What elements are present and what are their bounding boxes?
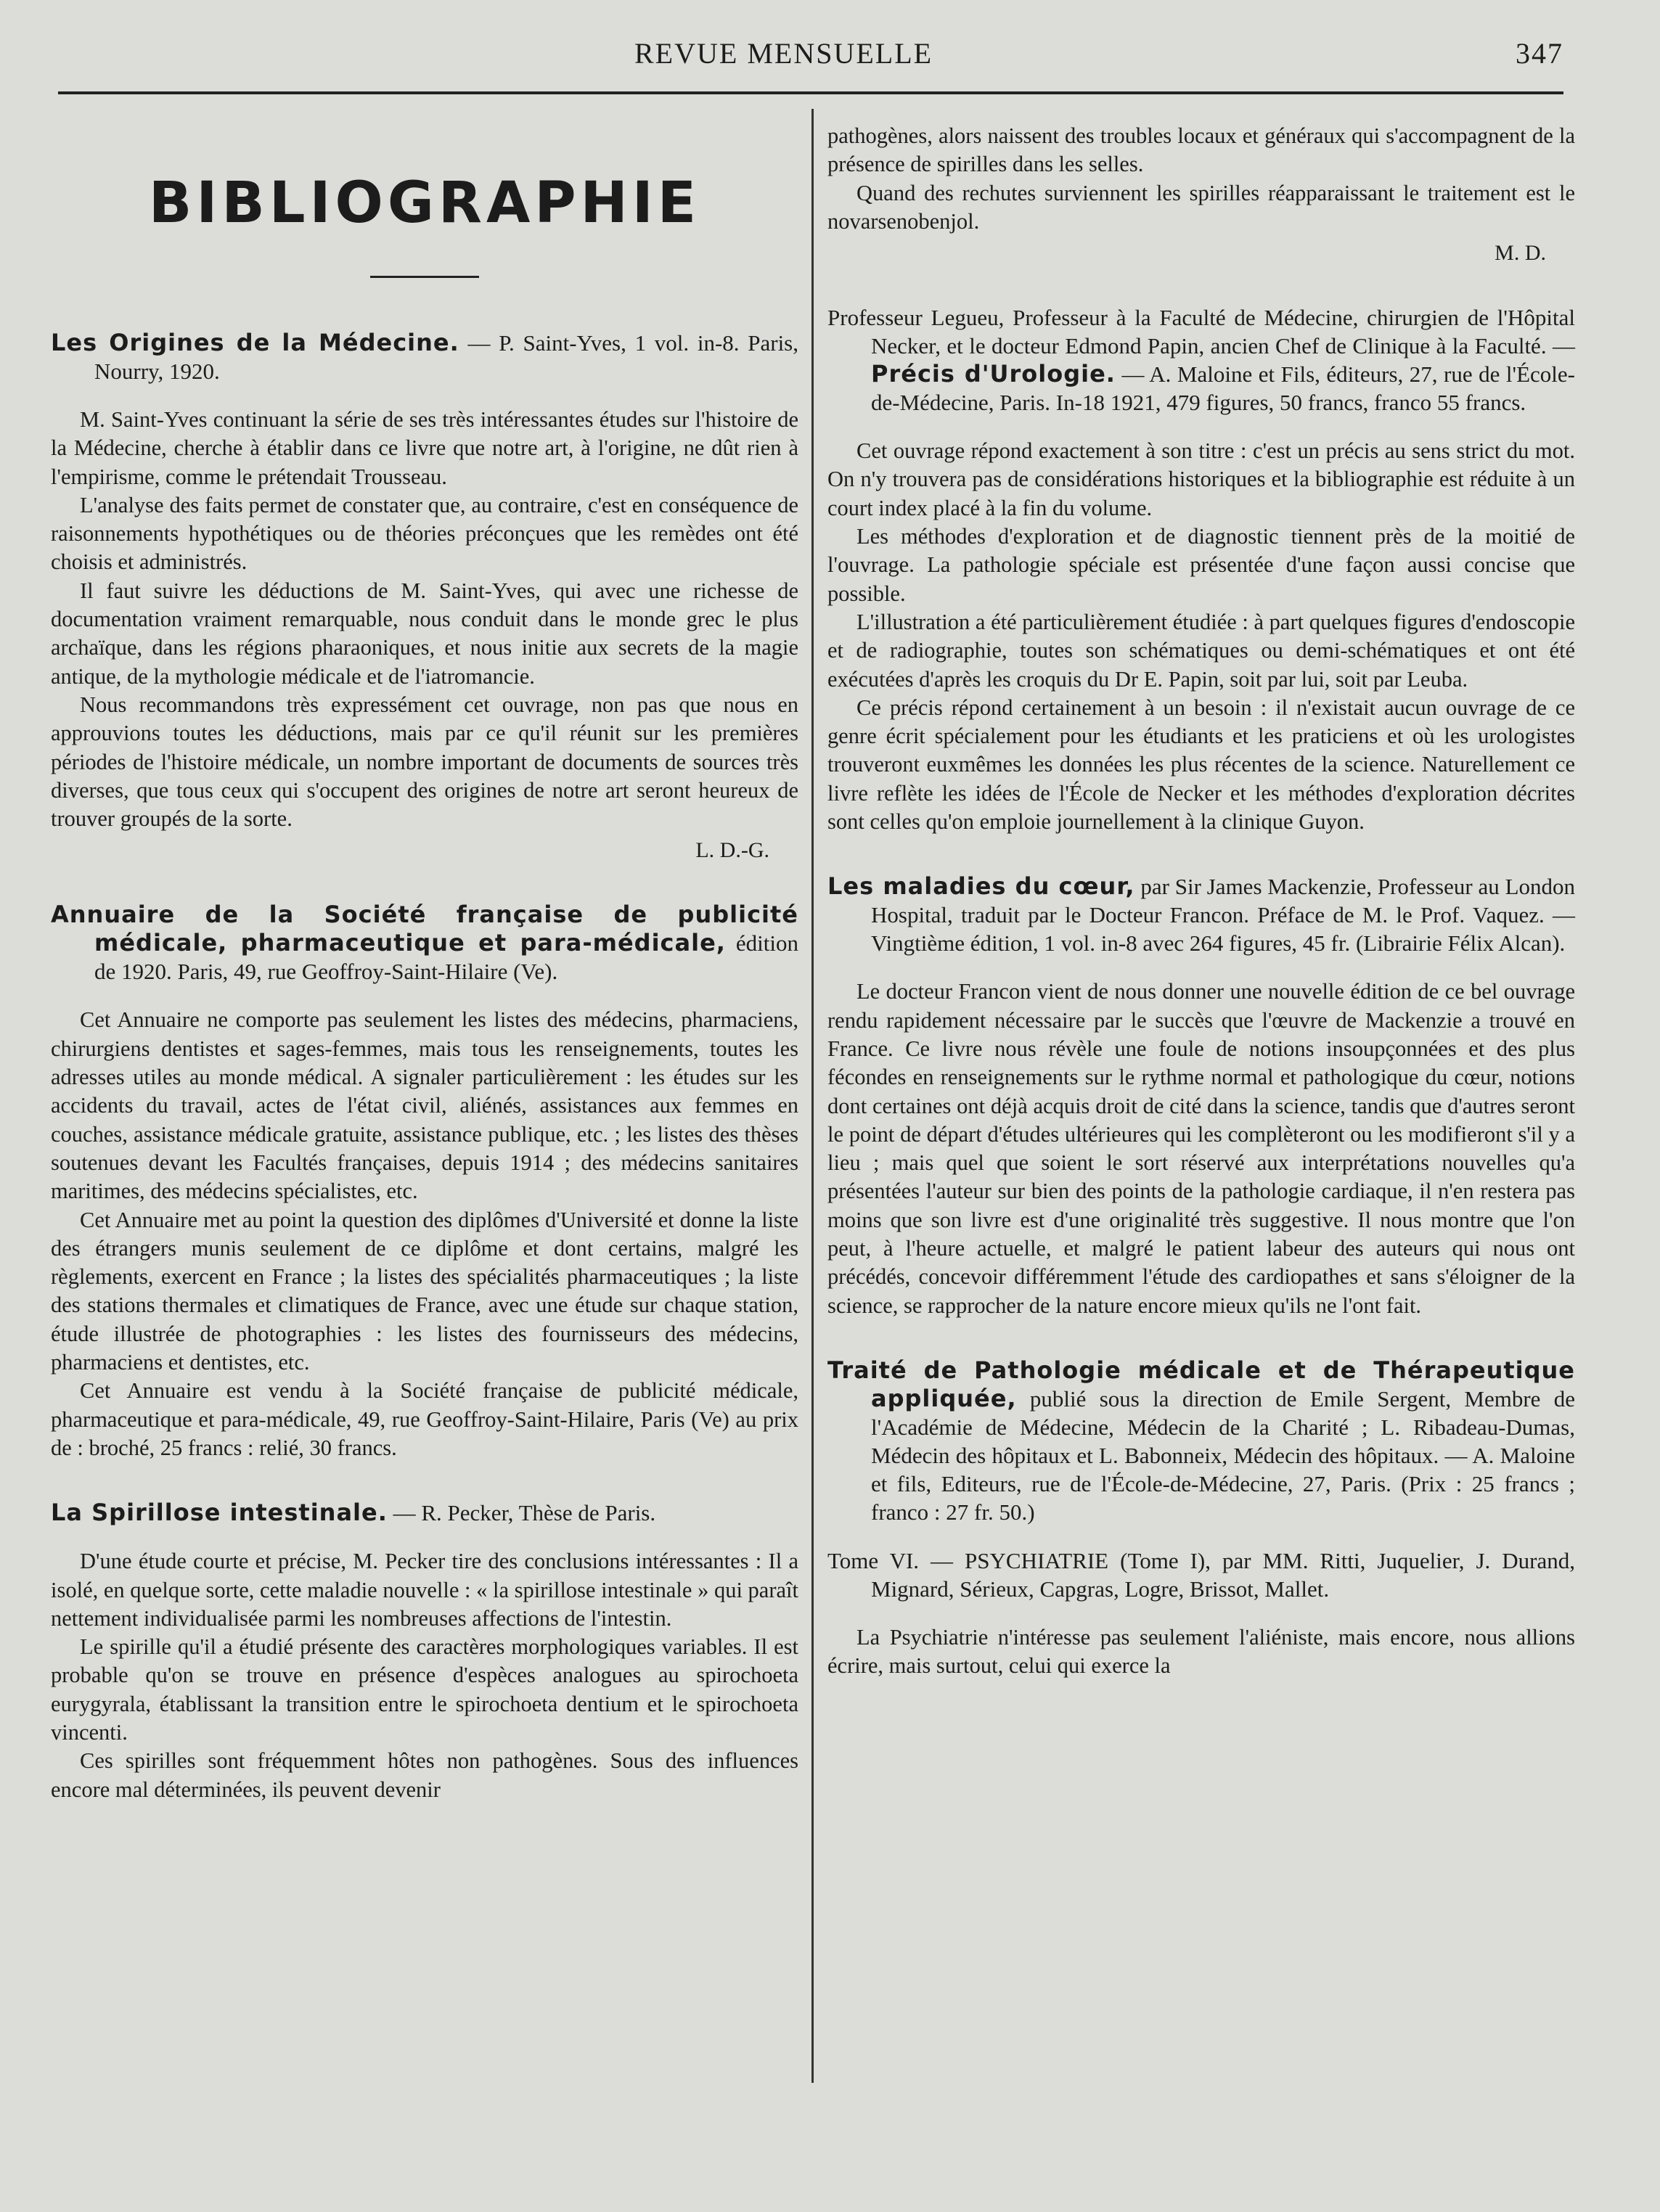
review-spirillose	[51, 1499, 798, 1804]
paragraph: M. Saint-Yves continuant la série de ses très intéressantes études sur l'histoire de la Médecine, cherche à établir dans ce livre que notre art, à l'origine, ne dût rien à l'empirisme, comme le prétendait Trousseau.	[51, 407, 798, 489]
right-column	[827, 122, 1575, 1717]
book-authors: Professeur Legueu, Professeur à la Faculté de Médecine, chirurgien de l'Hôpital Necker, et le docteur Edmond Papin, ancien Chef de Clinique à la Faculté. —	[827, 305, 1575, 359]
running-header	[61, 36, 1563, 80]
column-divider	[811, 109, 814, 2083]
paragraph: Cet Annuaire met au point la question des diplômes d'Université et donne la liste des étrangers munis seulement de ce diplôme et dont certains, malgré les règlements, exercent en France ; la listes des spécialités pharmaceutiques ; la liste des stations thermales et climatiques de France, avec une étude sur chaque station, étude illustrée de photographies : les listes des fournisseurs des médecins, pharmaciens et dentistes, etc.	[51, 1207, 798, 1375]
book-meta: édition de 1920. Paris, 49, rue Geoffroy-Saint-Hilaire (Ve).	[94, 930, 798, 985]
paragraph: pathogènes, alors naissent des troubles locaux et généraux qui s'accompagnent de la présence de spirilles dans les selles.	[827, 123, 1575, 177]
book-meta: — A. Maloine et Fils, éditeurs, 27, rue de l'École-de-Médecine, Paris. In-18 1921, 479 figures, 50 francs, franco 55 francs.	[871, 361, 1576, 416]
entry-heading	[827, 872, 1575, 957]
book-title: La Spirillose intestinale.	[51, 1499, 388, 1527]
book-title: Traité de Pathologie médicale et de Thérapeutique appliquée,	[827, 1356, 1575, 1412]
paragraph: Quand des rechutes surviennent les spirilles réapparaissant le traitement est le novarsenobenjol.	[827, 180, 1575, 234]
paragraph: L'illustration a été particulièrement étudiée : à part quelques figures d'endoscopie et de radiographie, toutes son schématiques ou demi-schématiques et ont été exécutées d'après les croquis du Dr E. Papin, soit par lui, soit par Leuba.	[827, 609, 1576, 692]
entry-heading	[827, 303, 1575, 417]
paragraph: Il faut suivre les déductions de M. Saint-Yves, qui avec une richesse de documentation vraiment remarquable, nous conduit dans le monde grec le plus archaïque, dans les régions pharaoniques, et nous initie aux secrets de la magie antique, de la mythologie médicale et de l'iatromancie.	[51, 578, 798, 689]
paragraph: Nous recommandons très expressément cet ouvrage, non pas que nous en approuvions toutes les déductions, mais par ce qu'il réunit sur les premières périodes de l'histoire médicale, un nombre important de documents de sources très diverses, que tous ceux qui s'occupent des origines de notre art seront heureux de trouver groupés de la sorte.	[51, 692, 798, 832]
book-meta: — P. Saint-Yves, 1 vol. in-8. Paris, Nourry, 1920.	[94, 330, 798, 384]
paragraph: D'une étude courte et précise, M. Pecker tire des conclusions intéressantes : Il a isolé, en quelque sorte, cette maladie nouvelle : « la spirillose intestinale » qui paraît nettement individualisée parmi les nombreuses affections de l'intestin.	[51, 1549, 798, 1631]
reviewer-signature: L. D.-G.	[695, 838, 769, 863]
volume-subnote: Tome VI. — PSYCHIATRIE (Tome I), par MM. Ritti, Juquelier, J. Durand, Mignard, Sérieux, Capgras, Logre, Brissot, Mallet.	[827, 1547, 1575, 1602]
paragraph: Cet Annuaire est vendu à la Société française de publicité médicale, pharmaceutique et para-médicale, 49, rue Geoffroy-Saint-Hilaire, Paris (Ve) au prix de : broché, 25 francs : relié, 30 francs.	[51, 1378, 798, 1460]
entry-heading	[51, 1499, 798, 1527]
journal-title: REVUE MENSUELLE	[634, 37, 933, 70]
paragraph: Les méthodes d'exploration et de diagnostic tiennent près de la moitié de l'ouvrage. La pathologie spéciale est présentée d'une façon aussi concise que possible.	[827, 524, 1575, 606]
review-annuaire	[51, 901, 798, 1462]
review-traite-pathologie	[827, 1356, 1575, 1681]
volume-note	[827, 1547, 1575, 1603]
book-title: Les maladies du cœur,	[827, 872, 1135, 901]
header-rule	[58, 91, 1563, 94]
book-meta: par Sir James Mackenzie, Professeur au London Hospital, traduit par le Docteur Francon. Préface de M. le Prof. Vaquez. — Vingtième édition, 1 vol. in-8 avec 264 figures, 45 fr. (Librairie Félix Alcan).	[871, 874, 1576, 957]
reviewer-signature: M. D.	[1495, 241, 1546, 266]
paragraph: Ces spirilles sont fréquemment hôtes non pathogènes. Sous des influences encore mal déterminées, ils peuvent devenir	[51, 1748, 798, 1802]
paragraph: Le spirille qu'il a étudié présente des caractères morphologiques variables. Il est probable qu'on se trouve en présence d'espèces analogues au spirochoeta eurygyrala, établissant la transition entre le spirochoeta dentium et le spirochoeta vincenti.	[51, 1634, 798, 1745]
paragraph: Cet ouvrage répond exactement à son titre : c'est un précis au sens strict du mot. On n'y trouvera pas de considérations historiques et la bibliographie est réduite à un court index placé à la fin du volume.	[827, 438, 1575, 520]
paragraph: La Psychiatrie n'intéresse pas seulement l'aliéniste, mais encore, nous allions écrire, mais surtout, celui qui exerce la	[827, 1624, 1575, 1679]
entry-heading	[51, 329, 798, 385]
paragraph: L'analyse des faits permet de constater que, au contraire, c'est en conséquence de raisonnements hypothétiques ou de théories préconçues que les remèdes ont été choisis et administrés.	[51, 492, 798, 575]
paragraph: Le docteur Francon vient de nous donner une nouvelle édition de ce bel ouvrage rendu rapidement nécessaire par le succès que l'œuvre de Mackenzie a trouvé en France. Ce livre nous révèle une foule de notions insoupçonnées et des plus fécondes en renseignements sur le rythme normal et pathologique du cœur, notions dont certaines ont déjà acquis droit de cité dans la science, tandis que d'autres seront le point de départ d'études ultérieures qui les complèteront ou les modifieront s'il y a lieu ; mais quel que soient le sort réservé aux interprétations nouvelles qu'a présentées l'auteur sur bien des points de la pathologie cardiaque, il n'en restera pas moins que son livre est d'une originalité très suggestive. Il nous montre que l'on peut, à l'heure actuelle, et malgré le patient labeur des auteurs qui nous ont précédés, concevoir différemment l'étude des cardiopathes et sans s'éloigner de la science, se rapprocher de la nature encore mieux qu'ils ne l'ont fait.	[827, 979, 1575, 1318]
entry-heading	[827, 1356, 1575, 1526]
review-precis-urologie	[827, 303, 1575, 836]
paragraph: Cet Annuaire ne comporte pas seulement les listes des médecins, pharmaciens, chirurgiens dentistes et sages-femmes, mais tous les renseignements, toutes les adresses utiles au monde médical. A signaler particulièrement : les études sur les accidents du travail, actes de l'état civil, aliénés, assistances aux femmes en couches, assistance médicale gratuite, assistance publique, etc. ; les listes des thèses soutenues devant les Facultés françaises, depuis 1914 ; des médecins sanitaires maritimes, des médecins spécialistes, etc.	[51, 1007, 798, 1204]
book-meta: — R. Pecker, Thèse de Paris.	[387, 1500, 656, 1526]
book-title: Les Origines de la Médecine.	[51, 329, 459, 356]
entry-heading	[51, 901, 798, 986]
section-title: BIBLIOGRAPHIE	[148, 171, 701, 236]
page-number: 347	[1516, 37, 1563, 70]
book-title: Précis d'Urologie.	[871, 360, 1116, 388]
book-meta: publié sous la direction de Emile Sergent, Membre de l'Académie de Médecine, Médecin de la Charité ; L. Ribadeau-Dumas, Médecin des hôpitaux et L. Babonneix, Médecin des hôpitaux. — A. Maloine et fils, Editeurs, rue de l'École-de-Médecine, 27, Paris. (Prix : 25 francs ; franco : 27 fr. 50.)	[871, 1385, 1575, 1525]
book-title: Annuaire de la Société française de publicité médicale, pharmaceutique et para-médicale,	[51, 901, 798, 957]
review-spirillose-continued	[827, 122, 1575, 267]
paragraph: Ce précis répond certainement à un besoin : il n'existait aucun ouvrage de ce genre écrit spécialement pour les étudiants et les praticiens et où les urologistes trouveront euxmêmes les données les plus récentes de la science. Naturellement ce livre reflète les idées de l'École de Necker et les méthodes d'exploration décrites sont celles qu'on emploie journellement à la clinique Guyon.	[827, 695, 1575, 835]
title-rule	[370, 276, 479, 278]
review-maladies-coeur	[827, 872, 1575, 1320]
review-origines-medecine	[51, 329, 798, 864]
left-column	[51, 127, 798, 1840]
